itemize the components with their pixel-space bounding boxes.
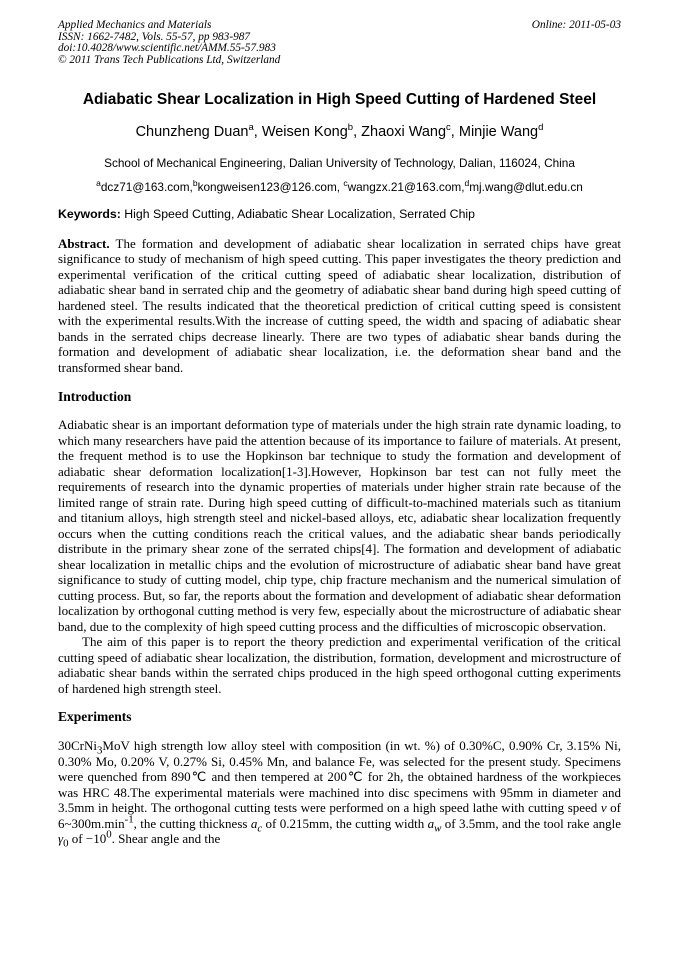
author-name: Zhaoxi Wang [361,123,447,140]
email-affil-mark: d [464,177,470,188]
experiments-paragraph: 30CrNi$_3$MoV high strength low alloy steel with composition (in wt. %) of 0.30%C, 0.90% Cr, 3.15% Ni, 0.30% Mo, 0.20% V, 0.27% Si, 0.45% Mn, and balance Fe, was selected for the present study. Specimens were quenched from 890℃ and then tempered at 200℃ for 2h, the obtained hardness of the workpieces was HRC 48.The experimental materials were machined into disc specimens with 95mm in diameter and 3.5mm in height. The orthogonal cutting tests were performed on a high speed lathe with cutting speed v of $6\sim 300m.\min^{-1}$, the cutting thickness $a_c$ of 0.215mm, the cutting width $a_w$ of 3.5mm, and the tool rake angle $\gamma_0$ of $-10^0$. Shear angle and the [58,738,621,850]
journal-header-left [58,20,280,67]
author-affil-mark: c [446,121,451,133]
author-separator: , [450,123,459,140]
author [261,121,362,140]
keywords-text: High Speed Cutting, Adiabatic Shear Localization, Serrated Chip [124,206,475,221]
abstract [58,236,621,376]
email-address: dcz71@163.com, [100,179,193,194]
author [135,121,262,140]
introduction-paragraph-2: The aim of this paper is to report the theory prediction and experimental verification of the critical cutting speed of adiabatic shear localization, the distribution, formation, development and microstructure of adiabatic shear bands within the serrated chips produced in the high speed orthogonal cutting experiments of hardened high strength steel. [58,634,621,696]
author [458,121,544,140]
keywords-line [58,207,621,222]
author-name: Chunzheng Duan [135,123,249,140]
abstract-text: The formation and development of adiabatic shear localization in serrated chips have great significance to study of mechanism of high speed cutting. This paper investigates the theory prediction and experimental verification of the critical cutting speed of adiabatic shear localization, distribution of adiabatic shear band in serrated chip and the geometry of adiabatic shear band during high speed cutting of hardened steel. The results indicated that the theoretical prediction of critical cutting speed is consistent with the experimental results.With the increase of cutting speed, the width and spacing of adiabatic shear bands in the serrated chips decrease linearly. There are two types of adiabatic shear bands during the formation and development of adiabatic shear localization, i.e. the deformation shear band and the transformed shear band. [58,235,621,375]
author-affil-mark: a [248,121,254,133]
email-entry [192,177,344,194]
email-address: wangzx.21@163.com, [347,179,465,194]
email-address: kongweisen123@126.com, [197,179,344,194]
doi-line: doi:10.4028/www.scientific.net/AMM.55-57.983 [58,42,276,55]
copyright-line: © 2011 Trans Tech Publications Ltd, Switzerland [58,54,281,67]
journal-title: Applied Mechanics and Materials [58,19,212,31]
email-affil-mark: b [192,177,198,188]
email-line [58,177,621,194]
author-name: Minjie Wang [458,123,539,140]
email-entry [343,177,465,194]
affiliation: School of Mechanical Engineering, Dalian University of Technology, Dalian, 116024, China [104,155,575,170]
online-date: Online: 2011-05-03 [531,19,621,31]
email-address: mj.wang@dlut.edu.cn [469,179,583,194]
author-name: Weisen Kong [261,123,348,140]
paper-title: Adiabatic Shear Localization in High Speed Cutting of Hardened Steel [82,90,597,108]
author-separator: , [353,123,362,140]
section-heading-introduction: Introduction [58,389,132,405]
journal-header [58,20,621,67]
keywords-label: Keywords: [58,206,121,221]
section-heading-experiments: Experiments [58,709,132,725]
author [361,121,459,140]
author-separator: , [253,123,262,140]
email-affil-mark: c [343,177,348,188]
email-entry [464,177,583,194]
email-entry [96,177,193,194]
authors-line [58,123,621,141]
email-affil-mark: a [96,177,101,188]
introduction-paragraph-1: Adiabatic shear is an important deformation type of materials under the high strain rate dynamic loading, to which many researchers have paid the attention because of its importance to failure of materials. At present, the frequent method is to use the Hopkinson bar technique to study the formation and development of adiabatic shear deformation localization[1-3].However, Hopkinson bar test can not fully meet the requirements of research into the dynamic properties of materials under higher strain rate because of the limited range of strain rate. During high speed cutting of difficult-to-machined materials such as titanium and titanium alloys, high strength steel and nickel-based alloys, etc, adiabatic shear localization frequently occurs when the cutting conditions reach the critical values, and the adiabatic shear bands periodically distribute in the primary shear zone of the serrated chips[4]. The formation and development of adiabatic shear localization in metallic chips and the evolution of microstructure of adiabatic shear band have great significance to study of cutting model, chip type, chip fracture mechanism and the numerical simulation of cutting process. But, so far, the reports about the formation and development of adiabatic shear deformation localization by orthogonal cutting method is very few, especially about the microstructure of adiabatic shear band, due to the complexity of high speed cutting process and the difficulties of microscopic observation. [58,417,621,634]
author-affil-mark: b [347,121,354,133]
abstract-label: Abstract. [58,235,110,251]
issn-line: ISSN: 1662-7482, Vols. 55-57, pp 983-987 [58,30,251,43]
author-affil-mark: d [538,121,544,133]
